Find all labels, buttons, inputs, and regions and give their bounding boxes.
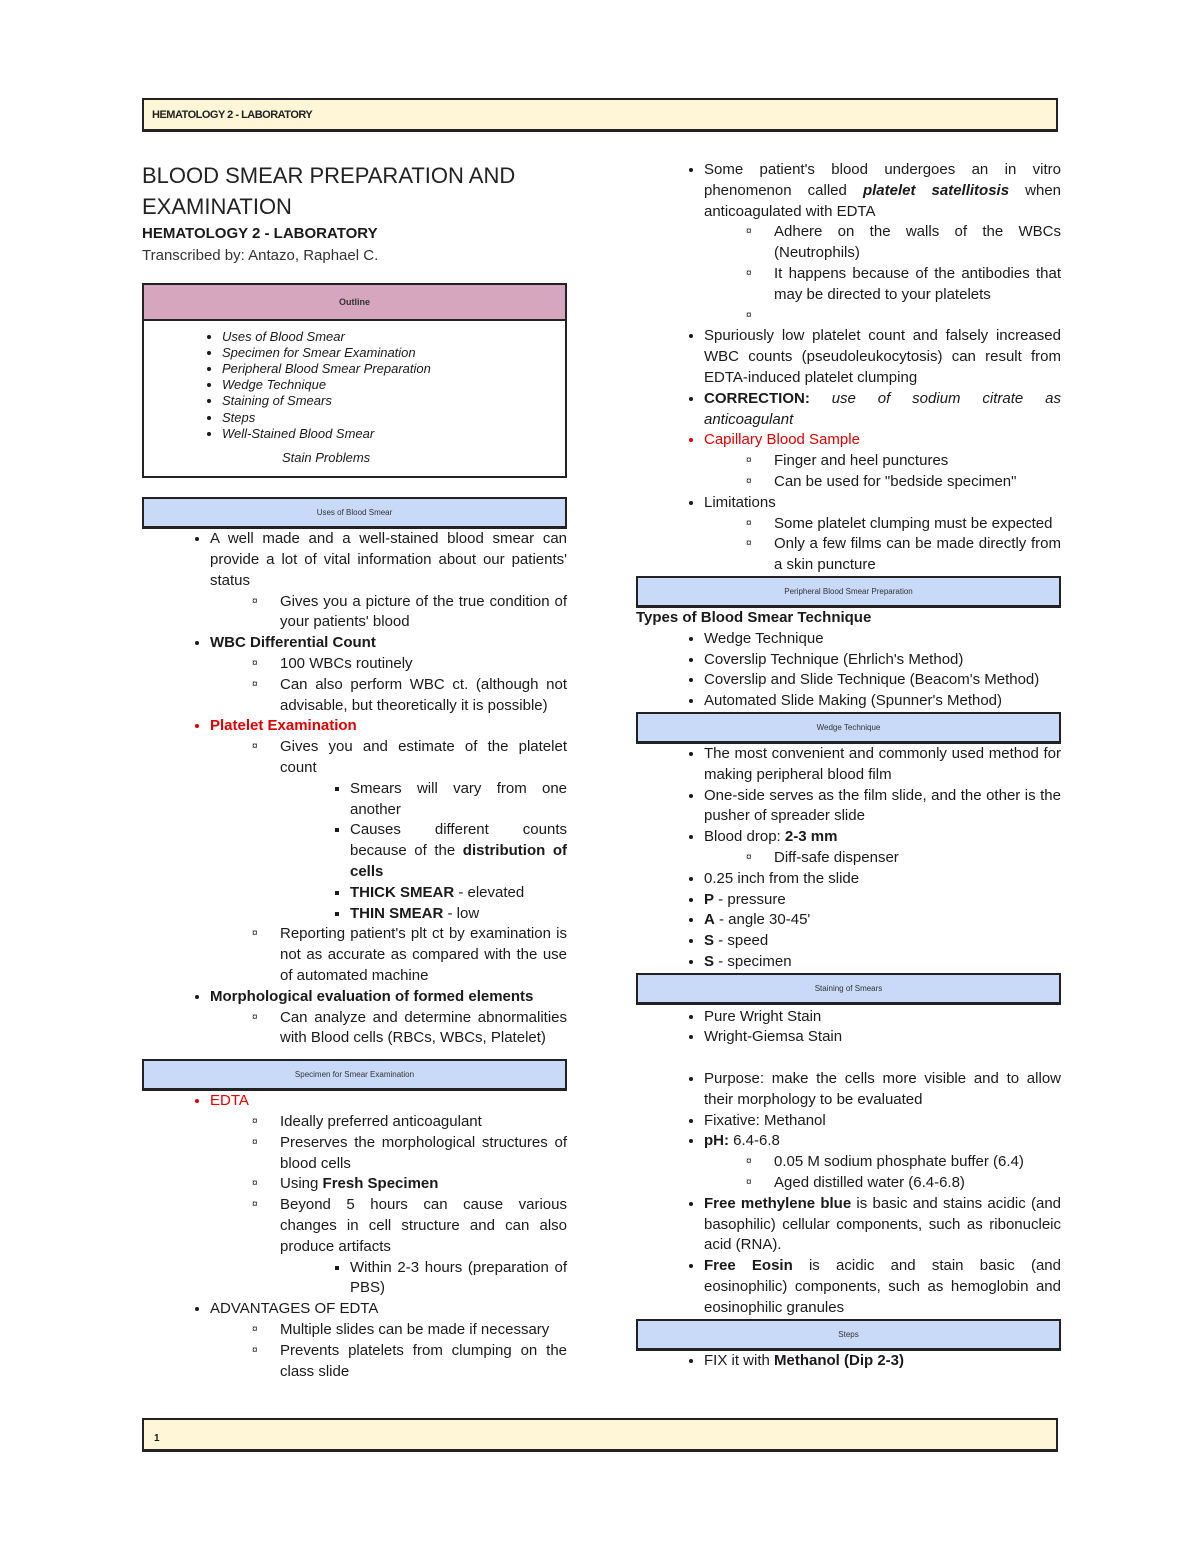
- doc-author: Transcribed by: Antazo, Raphael C.: [142, 246, 379, 264]
- list-item: ▪ Smears will vary from one another: [350, 779, 567, 821]
- list-item: ▪ Causes different counts because of the distribution of cells: [350, 820, 567, 882]
- section-wedge-heading: Wedge Technique: [636, 712, 1061, 744]
- list-item: ¤ 100 WBCs routinely: [280, 654, 567, 675]
- list-item: ¤ Finger and heel punctures: [774, 451, 1061, 472]
- list-item: • S - specimen: [704, 952, 1061, 973]
- list-item: • 0.25 inch from the slide: [704, 869, 1061, 890]
- list-item: ¤ Diff-safe dispenser: [774, 848, 1061, 869]
- list-item: ¤ Can be used for "bedside specimen": [774, 472, 1061, 493]
- outline-item: • Staining of Smears: [222, 393, 565, 409]
- section-staining-heading: Staining of Smears: [636, 973, 1061, 1005]
- outline-item: • Wedge Technique: [222, 377, 565, 393]
- outline-list: [144, 329, 565, 467]
- list-item: • Free methylene blue is basic and stains acidic (and basophilic) cellular components, such as ribonucleic acid (RNA).: [704, 1194, 1061, 1256]
- list-item: • Capillary Blood Sample ¤ Finger and heel punctures ¤ Can be used for "bedside specimen": [704, 430, 1061, 492]
- list-item: • Platelet Examination ¤ Gives you and estimate of the platelet count ▪ Smears will vary from one another ▪ Causes different counts because of the distribution of cells ▪ THICK SMEAR - elevated ▪ THIN SMEAR - low ¤ Reporting patient's plt ct by examination is not as accurate as compared with the use of automated machine: [210, 716, 567, 986]
- list-item: ▪ Within 2-3 hours (preparation of PBS): [350, 1258, 567, 1300]
- list-item: ¤ Only a few films can be made directly from a skin puncture: [774, 534, 1061, 576]
- section-uses-heading: Uses of Blood Smear: [142, 497, 567, 529]
- list-item: • ADVANTAGES OF EDTA ¤ Multiple slides can be made if necessary ¤ Prevents platelets from clumping on the class slide: [210, 1299, 567, 1382]
- list-item: ▪ THIN SMEAR - low: [350, 904, 567, 925]
- left-column: [142, 160, 567, 1382]
- list-item: ¤ Can also perform WBC ct. (although not advisable, but theoretically it is possible): [280, 675, 567, 717]
- list-item: • Free Eosin is acidic and stain basic (and eosinophilic) components, such as hemoglobin and eosinophilic granules: [704, 1256, 1061, 1318]
- list-item: ¤ Gives you and estimate of the platelet count ▪ Smears will vary from one another ▪ Causes different counts because of the distribution of cells ▪ THICK SMEAR - elevated ▪ THIN SMEAR - low: [280, 737, 567, 924]
- outline-heading: Outline: [144, 285, 565, 321]
- specimen-list: [142, 1091, 567, 1382]
- list-item: • Blood drop: 2-3 mm ¤ Diff-safe dispenser: [704, 827, 1061, 869]
- outline-box: [142, 283, 567, 479]
- types-heading: Types of Blood Smear Technique: [636, 608, 872, 626]
- list-item: ¤ Beyond 5 hours can cause various changes in cell structure and can also produce artifacts ▪ Within 2-3 hours (preparation of PBS): [280, 1195, 567, 1299]
- list-item: • Morphological evaluation of formed elements ¤ Can analyze and determine abnormalities with Blood cells (RBCs, WBCs, Platelet): [210, 987, 567, 1049]
- list-item: • pH: 6.4-6.8 ¤ 0.05 M sodium phosphate buffer (6.4) ¤ Aged distilled water (6.4-6.8): [704, 1131, 1061, 1193]
- list-item: ¤ Gives you a picture of the true condition of your patients' blood: [280, 592, 567, 634]
- list-item: ¤ 0.05 M sodium phosphate buffer (6.4): [774, 1152, 1061, 1173]
- list-item: ¤ Some platelet clumping must be expected: [774, 514, 1061, 535]
- list-item: • Fixative: Methanol: [704, 1111, 1061, 1132]
- list-item: • FIX it with Methanol (Dip 2-3): [704, 1351, 1061, 1372]
- list-item: • A - angle 30-45': [704, 910, 1061, 931]
- page-footer-bar: [142, 1418, 1058, 1452]
- list-item: • CORRECTION: use of sodium citrate as anticoagulant: [704, 389, 1061, 431]
- header-label: HEMATOLOGY 2 - LABORATORY: [152, 109, 313, 121]
- section-specimen-heading: Specimen for Smear Examination: [142, 1059, 567, 1091]
- outline-item: • Uses of Blood Smear: [222, 329, 565, 345]
- list-item: • P - pressure: [704, 890, 1061, 911]
- list-item: • EDTA ¤ Ideally preferred anticoagulant ¤ Preserves the morphological structures of blood cells ¤ Using Fresh Specimen ¤ Beyond 5 hours can cause various changes in cell structure and can also produce artifacts ▪ Within 2-3 hours (preparation of PBS): [210, 1091, 567, 1299]
- section-steps-heading: Steps: [636, 1319, 1061, 1351]
- list-item: • Wedge Technique: [704, 629, 1061, 650]
- outline-item: • Steps: [222, 410, 565, 426]
- list-item: • Purpose: make the cells more visible and to allow their morphology to be evaluated: [704, 1069, 1061, 1111]
- outline-item: • Specimen for Smear Examination: [222, 345, 565, 361]
- list-item: • Limitations ¤ Some platelet clumping must be expected ¤ Only a few films can be made directly from a skin puncture: [704, 493, 1061, 576]
- section-peripheral-heading: Peripheral Blood Smear Preparation: [636, 576, 1061, 608]
- list-item: ¤ Using Fresh Specimen: [280, 1174, 567, 1195]
- list-item: • One-side serves as the film slide, and the other is the pusher of spreader slide: [704, 786, 1061, 828]
- outline-subitem: Stain Problems: [282, 450, 371, 466]
- doc-subtitle: HEMATOLOGY 2 - LABORATORY: [142, 225, 378, 242]
- list-item: • Coverslip and Slide Technique (Beacom's Method): [704, 670, 1061, 691]
- steps-list: [636, 1351, 1061, 1372]
- page-header-bar: [142, 98, 1058, 132]
- list-item: • Wright-Giemsa Stain: [704, 1027, 1061, 1048]
- list-item: • Some patient's blood undergoes an in vitro phenomenon called platelet satellitosis when anticoagulated with EDTA ¤ Adhere on the walls of the WBCs (Neutrophils) ¤ It happens because of the antibodies that may be directed to your platelets ¤: [704, 160, 1061, 326]
- list-item: • Pure Wright Stain: [704, 1007, 1061, 1028]
- wedge-list: [636, 744, 1061, 973]
- list-item: ¤ Prevents platelets from clumping on the class slide: [280, 1341, 567, 1383]
- list-item: • WBC Differential Count ¤ 100 WBCs routinely ¤ Can also perform WBC ct. (although not advisable, but theoretically it is possible): [210, 633, 567, 716]
- outline-item: • Peripheral Blood Smear Preparation: [222, 361, 565, 377]
- list-item: ¤ Preserves the morphological structures of blood cells: [280, 1133, 567, 1175]
- specimen-continued-list: [636, 160, 1061, 576]
- staining-list: [636, 1007, 1061, 1319]
- page-number: 1: [154, 1433, 160, 1444]
- outline-item: • Well-Stained Blood Smear Stain Problems: [222, 426, 565, 466]
- right-column: [636, 160, 1061, 1371]
- list-item: ¤ Ideally preferred anticoagulant: [280, 1112, 567, 1133]
- list-item: ¤ Reporting patient's plt ct by examination is not as accurate as compared with the use of automated machine: [280, 924, 567, 986]
- list-item: • Automated Slide Making (Spunner's Method): [704, 691, 1061, 712]
- list-item: ¤ Adhere on the walls of the WBCs (Neutrophils): [774, 222, 1061, 264]
- list-item: ¤ It happens because of the antibodies that may be directed to your platelets: [774, 264, 1061, 306]
- doc-title: BLOOD SMEAR PREPARATION AND EXAMINATION: [142, 163, 516, 219]
- list-item: • Coverslip Technique (Ehrlich's Method): [704, 650, 1061, 671]
- list-item: [704, 1048, 1061, 1069]
- list-item: • A well made and a well-stained blood smear can provide a lot of vital information about our patients' status ¤ Gives you a picture of the true condition of your patients' blood: [210, 529, 567, 633]
- list-item: • The most convenient and commonly used method for making peripheral blood film: [704, 744, 1061, 786]
- list-item: • Spuriously low platelet count and falsely increased WBC counts (pseudoleukocytosis) can result from EDTA-induced platelet clumping: [704, 326, 1061, 388]
- uses-list: [142, 529, 567, 1049]
- list-item: • S - speed: [704, 931, 1061, 952]
- list-item: ¤ Can analyze and determine abnormalities with Blood cells (RBCs, WBCs, Platelet): [280, 1008, 567, 1050]
- list-item: [774, 306, 1061, 327]
- list-item: ¤ Multiple slides can be made if necessary: [280, 1320, 567, 1341]
- list-item: ▪ THICK SMEAR - elevated: [350, 883, 567, 904]
- types-list: [636, 629, 1061, 712]
- list-item: ¤ Aged distilled water (6.4-6.8): [774, 1173, 1061, 1194]
